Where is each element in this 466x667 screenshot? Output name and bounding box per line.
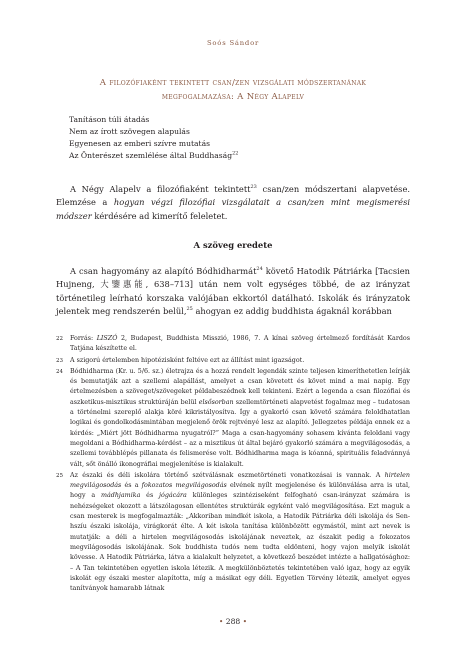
principle-line: Nem az írott szövegen alapulás: [69, 127, 190, 137]
footnote-text: fokozatos megvilágosodás: [141, 482, 227, 490]
principle-line: Tanításon túli átadás: [69, 115, 150, 124]
footnote-ref[interactable]: 24: [256, 266, 263, 273]
folio-ornament-left: •: [218, 617, 224, 626]
footnote-ref[interactable]: 22: [232, 150, 239, 157]
footnote: [56, 356, 410, 366]
footnote-text: LISZÓ: [96, 335, 118, 342]
body-paragraph: A csan hagyomány az alapító Bódhidharmát$^{24}$ követő Hatodik Pátriárka [Tacsien Hujneng, 大鑒惠能, 638–713] után nem volt egységes többé, de az irányzat történetileg leírható korszaka valójában ekkortól datálható. Iskolák és irányzatok jelentek meg rendszerén belül,$^{25}$ ahogyan ez addig buddhista ágaknál korábban: [56, 266, 410, 317]
principle-line: Egyenesen az emberi szívre mutatás: [69, 139, 211, 149]
footnote-text: 2, Budapest, Buddhista Misszió, 1986, 7. A kínai szöveg értelmező fordítását Kardos Tatjána készítette el.: [70, 335, 410, 353]
section-title: [56, 76, 410, 104]
footnotes: [56, 334, 410, 595]
footnote-text: különleges szintéziseként felfogható csan-irányzat számára is nehézségeket okozott a látszólagosan ellentétes struktúrák egyként való megvilágosítása. Ezt maguk a csan mesterek is megfogalmazták: „Akkoriban mindkét iskola, a Hatodik Pátriárka déli iskolája és Sen-hszíu északi iskolája, virágkorát élte. A két iskola tanítása különbözött egymástól, mint azt nevek is mutatják: a déli a hirtelen megvilágosodás iskolájának neveztek, az északit pedig a fokozatos megvilágosodás iskolájának. Sok buddhista tudós nem tudta eldönteni, hogy vajon melyik iskolát kövesse. A Hatodik Pátriárka, látva a kialakult helyzetet, a következő beszédet intézte a hallgatósághoz: – A Tan tekintetében egyetlen iskola létezik. A megkülönböztetés tekintetében való igaz, hogy az egyik iskolát egy északi mester alapította, míg a másikat egy déli. Egyetlen Törvény létezik, amelyet egyes tanítványok hamarabb látnak: [70, 492, 410, 593]
footnote-ref[interactable]: 25: [186, 306, 193, 313]
intro-paragraph: A Négy Alapelv a filozófiaként tekintett$^{23}$ csan/zen módszertani alapvetése. Elemzése a hogyan végzi filozófiai vizsgálatait a csan/zen mint megismerési módszer kérdésére ad kimerítő feleletet.: [56, 184, 410, 221]
section-title-line-2: megfogalmazása: A Négy Alapelv: [161, 92, 305, 102]
subheading: A szöveg eredete: [193, 240, 273, 250]
footnote-text: szellemtörténeti alapvetést fogalmaz meg – tudatosan a történelmi szereplő alakja köré kikristályosítva. Így a gyakorló csan követő számára feloldhatatlan logikai és gondolkodásmintában megjelenő örök rejtvényé lesz az alapító. Jellegzetes példája ennek ez a kérdés: „Miért jött Bódhidharma nyugatról?” Maga a csan-hagyomány sohasem kívánta feloldani vagy megoldani a Bódhidharma-kérdést – az a misztikus út által bejáró gyakorló számára a megvilágosodás, a szellemi továbblépés pillanata és felismerése volt. Bódhidharma maga is kóanná, spirituális feladvánnyá vált, sőt önálló ikonográfiai megjelenítése is kialakult.: [70, 398, 410, 468]
footnote-text: A szigorú értelemben hipotézisként feltéve ezt az állítást mint igazságot.: [70, 356, 305, 364]
footnote-text: hirtelen megvilágosodás: [70, 471, 410, 490]
footnote-text: elvének nyílt megjelenése és különválása arra is utal, hogy a: [70, 482, 410, 500]
footnote: [56, 367, 410, 470]
section-title-line-1: A filozófiaként tekintett csan/zen vizsgálati módszertanának: [99, 78, 367, 88]
footnote-number: 25: [56, 472, 63, 479]
principle-line: Az Önterészet szemlélése által Buddhaság$^{22}$: [69, 150, 239, 161]
footnote-text: Az északi és déli iskolára történő szétválásnak eszmetörténeti vonatkozásai is vannak. A: [70, 471, 385, 479]
footnote-text: és: [140, 492, 160, 500]
footnote-text: és a: [121, 482, 142, 490]
footnote-text: Forrás:: [70, 335, 97, 342]
page-number: • 288 •: [218, 617, 248, 626]
footnote-number: 24: [56, 368, 63, 375]
footnote-number: 23: [56, 357, 63, 364]
four-principles: [69, 114, 389, 162]
footnote-ref[interactable]: 23: [250, 184, 257, 191]
footnote-text: elsősorban: [198, 398, 234, 406]
footnote-text: jógácára: [159, 492, 187, 500]
footnote: [56, 334, 410, 355]
running-head: Soós Sándor: [206, 39, 260, 47]
footnote-text: mádhjamika: [100, 492, 141, 500]
footnote-text: Bódhidharma (Kr. u. 5/6. sz.) életrajza és a hozzá rendelt legendák szinte teljesen kimeríthetetlen leírják és bemutatják azt a szellemi alapállást, amelyet a csan követett és követ mind a mai napig. Egy értelmezésben a szöveget/szövegeket példabeszédnek kell tekinteni. Ezért a legenda a csan filozófiai és aszketikus-misztikus struktúráján belül: [70, 367, 410, 406]
footnote-number: 22: [56, 336, 63, 342]
folio-ornament-right: •: [242, 617, 248, 626]
footnote: [56, 471, 410, 595]
